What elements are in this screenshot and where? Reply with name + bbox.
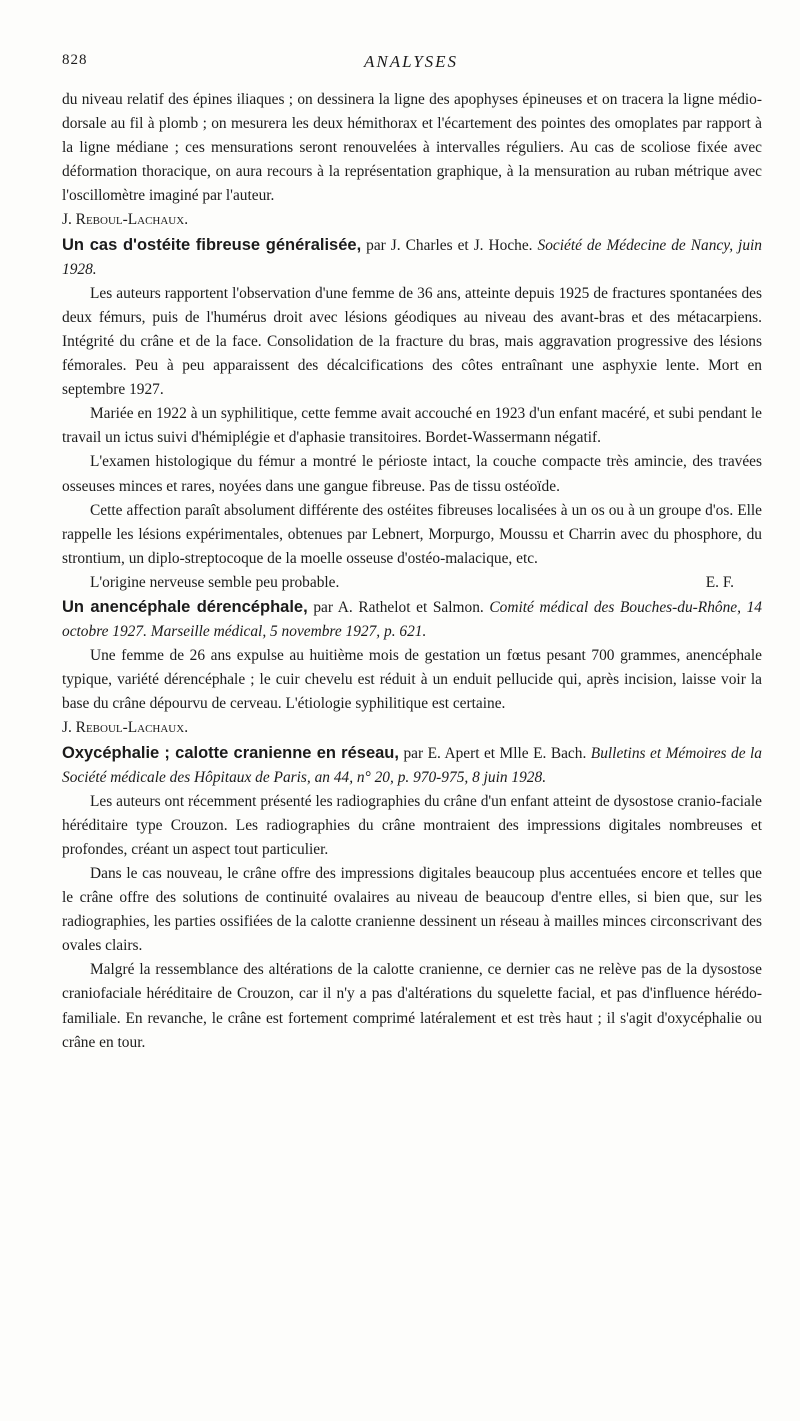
article-signature: J. Reboul-Lachaux. — [62, 719, 189, 737]
running-title: ANALYSES — [363, 52, 459, 71]
article-signature: E. F. — [705, 573, 734, 591]
page-content — [62, 88, 762, 1055]
article-authors: par A. Rathelot et Salmon. — [313, 598, 484, 616]
article-heading — [62, 595, 762, 644]
article-paragraph: Les auteurs ont récemment présenté les radiographies du crâne d'un enfant atteint de dysostose cranio-faciale héréditaire type Crouzon. Les radiographies du crâne montraient des impressions digitales nombreuses et profondes, créant un aspect tout particulier. — [62, 792, 762, 858]
article-paragraph: Une femme de 26 ans expulse au huitième mois de gestation un fœtus pesant 700 grammes, anencéphale typique, variété dérencéphale ; le cuir chevelu est réduit à un enduit pellucide qui, après incision, laisse voir la base du crâne dépourvu de cerveau. L'étiologie syphilitique est certaine. — [62, 647, 762, 713]
article-heading — [62, 233, 762, 282]
continuation-paragraph: du niveau relatif des épines iliaques ; on dessinera la ligne des apophyses épineuses et on tracera la ligne médio-dorsale au fil à plomb ; on mesurera les deux hémithorax et l'écartement des pointes des omoplates par rapport à la ligne médiane ; ces mensurations seront renouvelées à intervalles réguliers. Au cas de scoliose fixée avec déformation thoracique, on aura recours à la représentation graphique, à la mensuration au ruban métrique avec l'oscillomètre imaginé par l'auteur. — [62, 91, 762, 205]
article-paragraph: Les auteurs rapportent l'observation d'une femme de 36 ans, atteinte depuis 1925 de fractures spontanées des deux fémurs, puis de l'humérus droit avec lésions géodiques au niveau des avant-bras et des métacarpiens. Intégrité du crâne et de la face. Consolidation de la fracture du bras, mais aggravation progressive des lésions fémorales. Peu à peu apparaissent des décalcifications des côtes entraînant une asphyxie lente. Mort en septembre 1927. — [62, 284, 762, 399]
article-paragraph: Dans le cas nouveau, le crâne offre des impressions digitales beaucoup plus accentuées encore et telles que le crâne offre des solutions de continuité ovalaires au niveau de beaucoup d'entre elles, si bien que, sur les radiographies, les parties ossifiées de la calotte cranienne dessinent un réseau à mailles minces circonscrivant des ovales clairs. — [62, 865, 762, 955]
article-paragraph: L'examen histologique du fémur a montré le périoste intact, la couche compacte très amincie, des travées osseuses minces et rares, noyées dans une gangue fibreuse. Pas de tissu ostéoïde. — [62, 453, 762, 495]
article-title: Oxycéphalie ; calotte cranienne en réseau, — [62, 743, 399, 762]
article-paragraph: Mariée en 1922 à un syphilitique, cette femme avait accouché en 1923 d'un enfant macéré, et subi pendant le travail un ictus suivi d'hémiplégie et d'aphasie transitoires. Bordet-Wassermann négatif. — [62, 405, 762, 447]
article-authors: par J. Charles et J. Hoche. — [366, 236, 533, 254]
article-source: Bulletins et Mémoires de la Société médicale des Hôpitaux de Paris, an 44, n° 20, p. 970-975, 8 juin 1928. — [62, 744, 762, 786]
article-heading — [62, 741, 762, 790]
page-header — [62, 52, 760, 76]
continuation-signature: J. Reboul-Lachaux. — [62, 211, 189, 229]
article-source: Société de Médecine de Nancy, juin 1928. — [62, 236, 762, 278]
article-paragraph-with-signature — [62, 571, 762, 595]
article-paragraph: Malgré la ressemblance des altérations de la calotte cranienne, ce dernier cas ne relève pas de la dysostose craniofaciale héréditaire de Crouzon, car il n'y a pas d'altérations du squelette facial, et pas d'influence hérédo-familiale. En revanche, le crâne est fortement comprimé latéralement et est très haut ; il s'agit d'oxycéphalie ou crâne en tour. — [62, 961, 762, 1051]
page-number: 828 — [62, 52, 88, 68]
article-paragraph: L'origine nerveuse semble peu probable. — [90, 573, 340, 591]
article-authors: par E. Apert et Mlle E. Bach. — [403, 744, 587, 762]
article-title: Un anencéphale dérencéphale, — [62, 597, 308, 616]
article-title: Un cas d'ostéite fibreuse généralisée, — [62, 235, 362, 254]
article-source: Comité médical des Bouches-du-Rhône, 14 octobre 1927. Marseille médical, 5 novembre 1927, p. 621. — [62, 598, 762, 641]
article-paragraph: Cette affection paraît absolument différente des ostéites fibreuses localisées à un os ou à un groupe d'os. Elle rappelle les lésions expérimentales, obtenues par Lebnert, Morpurgo, Moussu et Charrin avec du phosphore, du strontium, un diplo-streptocoque de la moelle osseuse d'ostéo-malacique, etc. — [62, 501, 762, 567]
